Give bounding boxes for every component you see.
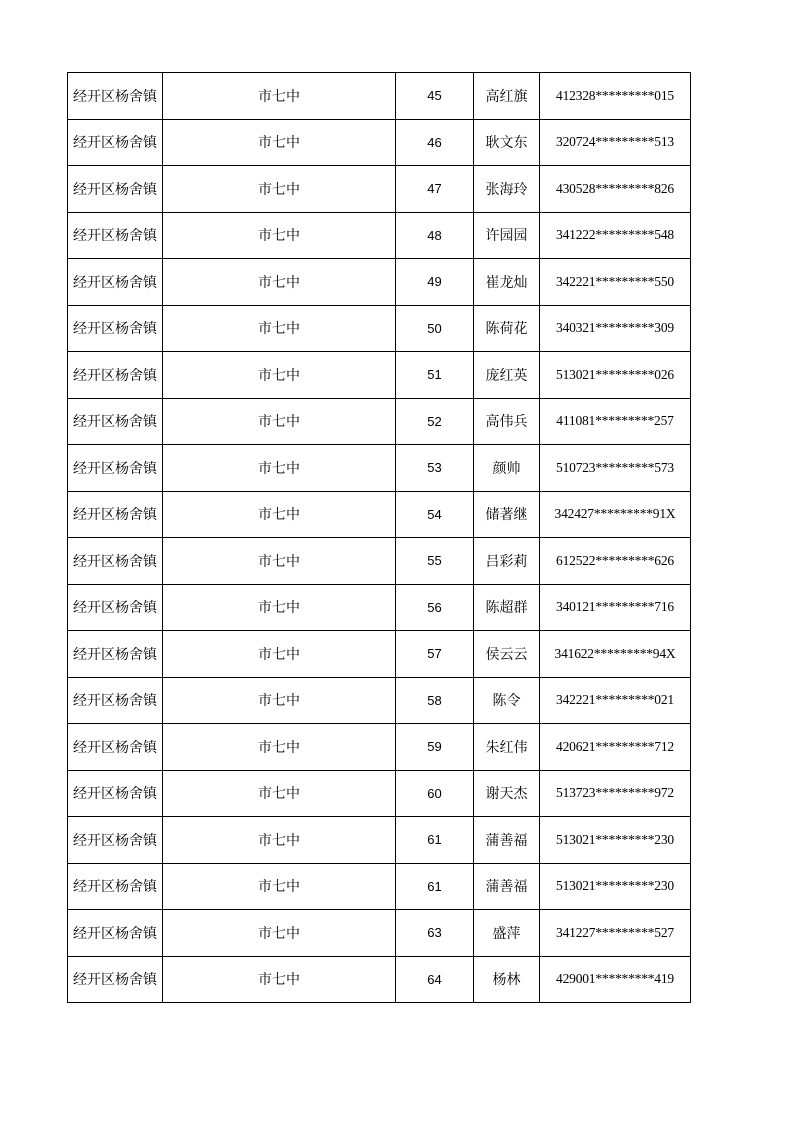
district-cell: 经开区杨舍镇	[68, 724, 163, 771]
table-row	[68, 584, 691, 631]
number-cell: 47	[396, 166, 474, 213]
number-cell: 58	[396, 677, 474, 724]
number-cell: 61	[396, 817, 474, 864]
name-cell: 盛萍	[474, 910, 540, 957]
school-cell: 市七中	[163, 398, 396, 445]
table-row	[68, 724, 691, 771]
name-cell: 朱红伟	[474, 724, 540, 771]
school-cell: 市七中	[163, 724, 396, 771]
district-cell: 经开区杨舍镇	[68, 817, 163, 864]
table-row	[68, 352, 691, 399]
table-row	[68, 73, 691, 120]
number-cell: 46	[396, 119, 474, 166]
name-cell: 张海玲	[474, 166, 540, 213]
number-cell: 56	[396, 584, 474, 631]
school-cell: 市七中	[163, 352, 396, 399]
district-cell: 经开区杨舍镇	[68, 910, 163, 957]
table-row	[68, 863, 691, 910]
id-number-cell: 513021*********230	[540, 863, 691, 910]
district-cell: 经开区杨舍镇	[68, 305, 163, 352]
district-cell: 经开区杨舍镇	[68, 73, 163, 120]
table-row	[68, 212, 691, 259]
school-cell: 市七中	[163, 73, 396, 120]
table-row	[68, 445, 691, 492]
school-cell: 市七中	[163, 863, 396, 910]
school-cell: 市七中	[163, 538, 396, 585]
name-cell: 高伟兵	[474, 398, 540, 445]
id-number-cell: 320724*********513	[540, 119, 691, 166]
school-cell: 市七中	[163, 119, 396, 166]
table-row	[68, 398, 691, 445]
name-cell: 陈荷花	[474, 305, 540, 352]
id-number-cell: 341227*********527	[540, 910, 691, 957]
name-cell: 蒲善福	[474, 817, 540, 864]
table-row	[68, 770, 691, 817]
number-cell: 50	[396, 305, 474, 352]
table-row	[68, 817, 691, 864]
table-row	[68, 305, 691, 352]
id-number-cell: 513021*********026	[540, 352, 691, 399]
id-number-cell: 342221*********550	[540, 259, 691, 306]
id-number-cell: 513723*********972	[540, 770, 691, 817]
id-number-cell: 342221*********021	[540, 677, 691, 724]
number-cell: 55	[396, 538, 474, 585]
number-cell: 59	[396, 724, 474, 771]
district-cell: 经开区杨舍镇	[68, 956, 163, 1003]
number-cell: 60	[396, 770, 474, 817]
table-row	[68, 166, 691, 213]
district-cell: 经开区杨舍镇	[68, 584, 163, 631]
school-cell: 市七中	[163, 770, 396, 817]
number-cell: 63	[396, 910, 474, 957]
table-row	[68, 956, 691, 1003]
id-number-cell: 612522*********626	[540, 538, 691, 585]
school-cell: 市七中	[163, 631, 396, 678]
district-cell: 经开区杨舍镇	[68, 677, 163, 724]
roster-table	[67, 72, 691, 1003]
school-cell: 市七中	[163, 305, 396, 352]
table-row	[68, 119, 691, 166]
roster-body	[68, 73, 691, 1003]
id-number-cell: 412328*********015	[540, 73, 691, 120]
name-cell: 崔龙灿	[474, 259, 540, 306]
name-cell: 侯云云	[474, 631, 540, 678]
id-number-cell: 510723*********573	[540, 445, 691, 492]
name-cell: 高红旗	[474, 73, 540, 120]
number-cell: 61	[396, 863, 474, 910]
number-cell: 49	[396, 259, 474, 306]
number-cell: 57	[396, 631, 474, 678]
id-number-cell: 513021*********230	[540, 817, 691, 864]
school-cell: 市七中	[163, 166, 396, 213]
table-row	[68, 538, 691, 585]
name-cell: 杨林	[474, 956, 540, 1003]
school-cell: 市七中	[163, 956, 396, 1003]
name-cell: 谢天杰	[474, 770, 540, 817]
id-number-cell: 429001*********419	[540, 956, 691, 1003]
district-cell: 经开区杨舍镇	[68, 445, 163, 492]
school-cell: 市七中	[163, 491, 396, 538]
district-cell: 经开区杨舍镇	[68, 212, 163, 259]
id-number-cell: 420621*********712	[540, 724, 691, 771]
district-cell: 经开区杨舍镇	[68, 166, 163, 213]
school-cell: 市七中	[163, 817, 396, 864]
name-cell: 颜帅	[474, 445, 540, 492]
table-row	[68, 259, 691, 306]
id-number-cell: 340121*********716	[540, 584, 691, 631]
school-cell: 市七中	[163, 259, 396, 306]
district-cell: 经开区杨舍镇	[68, 770, 163, 817]
name-cell: 庞红英	[474, 352, 540, 399]
district-cell: 经开区杨舍镇	[68, 398, 163, 445]
school-cell: 市七中	[163, 910, 396, 957]
name-cell: 许园园	[474, 212, 540, 259]
name-cell: 蒲善福	[474, 863, 540, 910]
table-row	[68, 631, 691, 678]
number-cell: 64	[396, 956, 474, 1003]
school-cell: 市七中	[163, 212, 396, 259]
name-cell: 陈令	[474, 677, 540, 724]
name-cell: 储著继	[474, 491, 540, 538]
district-cell: 经开区杨舍镇	[68, 352, 163, 399]
number-cell: 45	[396, 73, 474, 120]
name-cell: 耿文东	[474, 119, 540, 166]
number-cell: 48	[396, 212, 474, 259]
id-number-cell: 341622*********94X	[540, 631, 691, 678]
id-number-cell: 341222*********548	[540, 212, 691, 259]
district-cell: 经开区杨舍镇	[68, 538, 163, 585]
name-cell: 陈超群	[474, 584, 540, 631]
table-row	[68, 491, 691, 538]
id-number-cell: 411081*********257	[540, 398, 691, 445]
school-cell: 市七中	[163, 445, 396, 492]
id-number-cell: 342427*********91X	[540, 491, 691, 538]
district-cell: 经开区杨舍镇	[68, 259, 163, 306]
district-cell: 经开区杨舍镇	[68, 631, 163, 678]
district-cell: 经开区杨舍镇	[68, 119, 163, 166]
school-cell: 市七中	[163, 677, 396, 724]
district-cell: 经开区杨舍镇	[68, 491, 163, 538]
school-cell: 市七中	[163, 584, 396, 631]
number-cell: 51	[396, 352, 474, 399]
number-cell: 52	[396, 398, 474, 445]
number-cell: 53	[396, 445, 474, 492]
table-row	[68, 677, 691, 724]
district-cell: 经开区杨舍镇	[68, 863, 163, 910]
id-number-cell: 430528*********826	[540, 166, 691, 213]
name-cell: 吕彩莉	[474, 538, 540, 585]
id-number-cell: 340321*********309	[540, 305, 691, 352]
number-cell: 54	[396, 491, 474, 538]
table-row	[68, 910, 691, 957]
